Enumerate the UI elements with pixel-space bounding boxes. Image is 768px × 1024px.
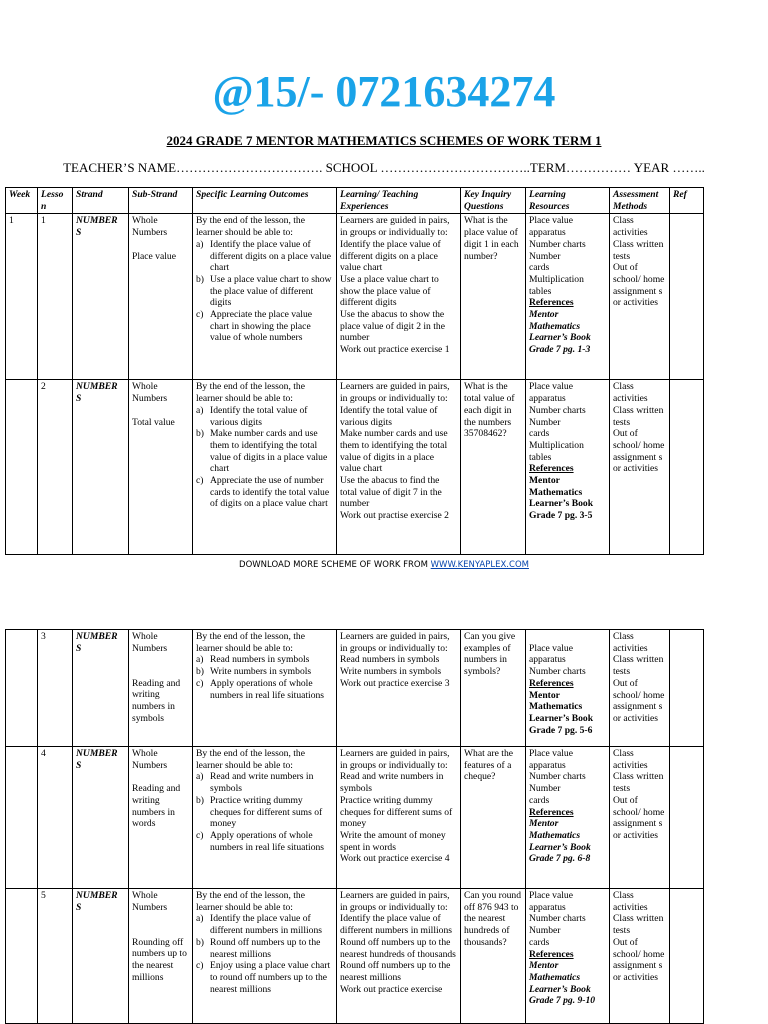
outcomes-intro: By the end of the lesson, the learner should be able to: bbox=[196, 631, 305, 654]
outcome-item bbox=[196, 830, 333, 853]
contact-banner: @15/- 0721634274 bbox=[212, 67, 556, 116]
outcome-letter: c) bbox=[196, 677, 204, 689]
reference-line: Learner’s Book bbox=[529, 983, 591, 995]
question-cell bbox=[461, 747, 526, 889]
resource-line: Number charts bbox=[529, 771, 586, 783]
substrand-line: Reading and writing numbers in words bbox=[132, 783, 181, 830]
lesson-value: 4 bbox=[41, 748, 46, 759]
outcomes-intro: By the end of the lesson, the learner should be able to: bbox=[196, 215, 305, 239]
question-value: What are the features of a cheque? bbox=[464, 748, 514, 783]
question-cell bbox=[461, 214, 526, 380]
resources-cell bbox=[526, 747, 610, 889]
resource-line: cards bbox=[529, 794, 550, 806]
substrand-line: Whole bbox=[132, 890, 158, 901]
reference-line: Grade 7 pg. 5-6 bbox=[529, 724, 593, 736]
strand-cell bbox=[73, 747, 129, 889]
week-cell bbox=[6, 889, 38, 1024]
download-footer bbox=[0, 560, 768, 570]
assessment-cell bbox=[610, 747, 670, 889]
reference-line: Mathematics bbox=[529, 486, 583, 498]
spacer bbox=[529, 631, 606, 643]
spacer bbox=[132, 405, 189, 417]
reference-line: Learner’s Book bbox=[529, 712, 594, 724]
outcome-item bbox=[196, 913, 333, 936]
references-heading: References bbox=[529, 463, 574, 475]
resource-line: Number charts bbox=[529, 238, 586, 250]
spacer bbox=[132, 239, 189, 251]
experience-line: Work out practice exercise 3 bbox=[340, 677, 450, 689]
spacer bbox=[132, 666, 189, 678]
reference-line: Mathematics bbox=[529, 320, 581, 332]
outcome-text: Apply operations of whole numbers in real life situations bbox=[210, 677, 325, 701]
substrand-line: Whole bbox=[132, 215, 158, 227]
header-assessment: Assessment Methods bbox=[610, 188, 670, 214]
experiences-cell bbox=[337, 214, 461, 380]
strand-value: NUMBER S bbox=[76, 381, 118, 405]
outcome-item bbox=[196, 960, 333, 995]
header-resources: Learning Resources bbox=[526, 188, 610, 214]
resource-line: Place value apparatus bbox=[529, 215, 573, 239]
assessment-line: Class written tests bbox=[613, 771, 664, 795]
substrand-line: Numbers bbox=[132, 227, 168, 239]
outcome-letter: b) bbox=[196, 666, 204, 678]
experience-line: Write numbers in symbols bbox=[340, 666, 442, 678]
spacer bbox=[132, 925, 189, 937]
outcome-item bbox=[196, 309, 333, 344]
experience-line: Learners are guided in pairs, in groups or individually to: bbox=[340, 890, 450, 913]
question-cell bbox=[461, 630, 526, 747]
footer-link[interactable]: WWW.KENYAPLEX.COM bbox=[430, 560, 529, 570]
ref-cell bbox=[670, 214, 704, 380]
strand-value: NUMBER S bbox=[76, 631, 118, 654]
assessment-line: Out of school/ home assignment s or activities bbox=[613, 262, 665, 309]
spacer bbox=[132, 913, 189, 925]
experience-line: Round off numbers up to the nearest millions bbox=[340, 960, 451, 983]
experience-line: Use the abacus to find the total value of digit 7 in the number bbox=[340, 475, 442, 510]
week-cell bbox=[6, 747, 38, 889]
outcomes-cell bbox=[193, 747, 337, 889]
outcomes-list bbox=[196, 771, 333, 853]
lesson-cell bbox=[38, 630, 73, 747]
week-cell bbox=[6, 214, 38, 380]
strand-value: NUMBER S bbox=[76, 748, 118, 771]
outcome-text: Appreciate the place value chart in showing the place value of whole numbers bbox=[210, 309, 313, 344]
references-heading: References bbox=[529, 806, 574, 818]
reference-line: Grade 7 pg. 9-10 bbox=[529, 995, 596, 1007]
experience-line: Work out practice exercise bbox=[340, 983, 443, 995]
question-value: What is the place value of digit 1 in each number? bbox=[464, 215, 519, 262]
outcome-item bbox=[196, 654, 333, 666]
experience-line: Read numbers in symbols bbox=[340, 654, 440, 666]
reference-line: Grade 7 pg. 3-5 bbox=[529, 510, 593, 522]
ref-cell bbox=[670, 380, 704, 555]
assessment-cell bbox=[610, 380, 670, 555]
resource-line: Number charts bbox=[529, 913, 586, 925]
outcomes-list bbox=[196, 654, 333, 701]
reference-line: Mathematics bbox=[529, 829, 581, 841]
substrand-cell bbox=[129, 630, 193, 747]
resource-line: Place value apparatus bbox=[529, 642, 573, 666]
question-value: Can you give examples of numbers in symbols? bbox=[464, 631, 516, 678]
outcomes-cell bbox=[193, 380, 337, 555]
document-title: 2024 GRADE 7 MENTOR MATHEMATICS SCHEMES OF WORK TERM 1 bbox=[166, 133, 602, 148]
outcome-letter: a) bbox=[196, 404, 204, 416]
substrand-cell bbox=[129, 889, 193, 1024]
reference-line: Grade 7 pg. 1-3 bbox=[529, 344, 591, 356]
experience-line: Use the abacus to show the place value of digit 2 in the number bbox=[340, 309, 445, 344]
reference-line: Mathematics bbox=[529, 701, 583, 713]
references-heading: References bbox=[529, 948, 574, 960]
assessment-line: Out of school/ home assignment s or activities bbox=[613, 936, 665, 983]
resource-line: cards bbox=[529, 936, 550, 948]
ref-cell bbox=[670, 630, 704, 747]
outcome-item bbox=[196, 239, 333, 274]
outcome-item bbox=[196, 937, 333, 960]
outcome-text: Make number cards and use them to identifying the total value of digits in a place value chart bbox=[210, 428, 328, 475]
outcome-text: Read numbers in symbols bbox=[210, 654, 310, 666]
strand-cell bbox=[73, 380, 129, 555]
lesson-cell bbox=[38, 889, 73, 1024]
substrand-line: Numbers bbox=[132, 901, 168, 913]
experience-line: Learners are guided in pairs, in groups or individually to: bbox=[340, 631, 450, 654]
experience-line: Work out practise exercise 2 bbox=[340, 510, 449, 522]
header-substrand: Sub-Strand bbox=[129, 188, 193, 214]
outcome-letter: a) bbox=[196, 654, 204, 666]
experiences-cell bbox=[337, 380, 461, 555]
outcome-item bbox=[196, 428, 333, 475]
outcome-text: Identify the total value of various digits bbox=[210, 404, 308, 428]
header-lesson: Lesso n bbox=[38, 188, 73, 214]
experience-line: Learners are guided in pairs, in groups or individually to: bbox=[340, 215, 450, 239]
outcomes-intro: By the end of the lesson, the learner should be able to: bbox=[196, 748, 305, 771]
strand-cell bbox=[73, 630, 129, 747]
resources-cell bbox=[526, 889, 610, 1024]
assessment-line: Class written tests bbox=[613, 238, 664, 262]
lesson-row bbox=[6, 214, 704, 380]
spacer bbox=[132, 654, 189, 666]
outcome-item bbox=[196, 274, 333, 309]
outcome-letter: b) bbox=[196, 936, 204, 948]
substrand-line: Reading and writing numbers in symbols bbox=[132, 677, 181, 724]
resources-cell bbox=[526, 214, 610, 380]
resource-line: Number bbox=[529, 783, 561, 795]
header-ref: Ref bbox=[670, 188, 704, 214]
assessment-line: Class written tests bbox=[613, 404, 664, 428]
substrand-line: Rounding off numbers up to the nearest millions bbox=[132, 936, 187, 983]
outcome-text: Identify the place value of different numbers in millions bbox=[210, 913, 323, 937]
experiences-cell bbox=[337, 889, 461, 1024]
assessment-cell bbox=[610, 630, 670, 747]
experience-line: Use a place value chart to show the place value of different digits bbox=[340, 273, 439, 309]
outcome-text: Enjoy using a place value chart to round off numbers up to the nearest millions bbox=[210, 960, 331, 995]
outcome-text: Identify the place value of different digits on a place value chart bbox=[210, 238, 332, 274]
header-experiences: Learning/ Teaching Experiences bbox=[337, 188, 461, 214]
strand-value: NUMBER S bbox=[76, 890, 118, 913]
resource-line: Place value apparatus bbox=[529, 381, 573, 405]
lesson-row bbox=[6, 630, 704, 747]
resource-line: cards bbox=[529, 428, 550, 440]
outcome-letter: a) bbox=[196, 238, 204, 250]
question-value: Can you round off 876 943 to the nearest hundreds of thousands? bbox=[464, 890, 522, 948]
strand-cell bbox=[73, 889, 129, 1024]
experience-line: Identify the place value of different numbers in millions bbox=[340, 913, 453, 937]
outcome-letter: a) bbox=[196, 913, 204, 925]
reference-line: Learner’s Book bbox=[529, 841, 591, 853]
header-strand: Strand bbox=[73, 188, 129, 214]
outcome-letter: b) bbox=[196, 273, 204, 285]
lesson-value: 2 bbox=[41, 381, 46, 393]
outcome-letter: a) bbox=[196, 771, 204, 783]
substrand-cell bbox=[129, 214, 193, 380]
outcomes-list bbox=[196, 913, 333, 995]
ref-cell bbox=[670, 889, 704, 1024]
assessment-cell bbox=[610, 214, 670, 380]
experience-line: Make number cards and use them to identifying the total value of digits in a place value chart bbox=[340, 428, 448, 475]
strand-cell bbox=[73, 214, 129, 380]
substrand-line: Whole bbox=[132, 381, 158, 393]
outcome-text: Appreciate the use of number cards to identify the total value of digits on a place value chart bbox=[210, 475, 330, 510]
reference-line: Grade 7 pg. 6-8 bbox=[529, 853, 591, 865]
assessment-line: Class written tests bbox=[613, 654, 664, 678]
outcomes-intro: By the end of the lesson, the learner should be able to: bbox=[196, 381, 305, 405]
resource-line: Number charts bbox=[529, 666, 586, 678]
reference-line: Learner’s Book bbox=[529, 498, 594, 510]
lesson-value: 1 bbox=[41, 215, 46, 227]
assessment-line: Class written tests bbox=[613, 913, 664, 937]
lesson-cell bbox=[38, 747, 73, 889]
experience-line: Write the amount of money spent in words bbox=[340, 829, 446, 853]
scheme-table-page-1 bbox=[5, 187, 704, 555]
teacher-info-line: TEACHER’S NAME……………………………. SCHOOL ……………………………..TERM…………… YEAR …….. bbox=[63, 160, 705, 175]
substrand-line: Numbers bbox=[132, 642, 168, 654]
assessment-line: Out of school/ home assignment s or activities bbox=[613, 794, 665, 841]
substrand-line: Whole bbox=[132, 748, 158, 759]
lesson-row bbox=[6, 380, 704, 555]
experiences-cell bbox=[337, 747, 461, 889]
assessment-line: Class activities bbox=[613, 631, 648, 654]
outcome-text: Round off numbers up to the nearest millions bbox=[210, 936, 321, 960]
outcome-letter: c) bbox=[196, 475, 204, 487]
assessment-line: Class activities bbox=[613, 381, 648, 405]
outcomes-cell bbox=[193, 630, 337, 747]
reference-line: Mentor bbox=[529, 960, 559, 972]
assessment-line: Class activities bbox=[613, 748, 648, 771]
assessment-line: Class activities bbox=[613, 890, 648, 913]
outcome-text: Read and write numbers in symbols bbox=[210, 771, 314, 795]
reference-line: Mentor bbox=[529, 475, 560, 487]
lesson-row bbox=[6, 889, 704, 1024]
outcomes-list bbox=[196, 405, 333, 510]
lesson-cell bbox=[38, 380, 73, 555]
reference-line: Learner’s Book bbox=[529, 332, 591, 344]
header-questions: Key Inquiry Questions bbox=[461, 188, 526, 214]
experience-line: Round off numbers up to the nearest hundreds of thousands bbox=[340, 936, 456, 960]
question-cell bbox=[461, 380, 526, 555]
substrand-line: Numbers bbox=[132, 759, 168, 771]
question-cell bbox=[461, 889, 526, 1024]
week-cell bbox=[6, 630, 38, 747]
header-outcomes: Specific Learning Outcomes bbox=[193, 188, 337, 214]
outcome-letter: b) bbox=[196, 428, 204, 440]
table-body bbox=[6, 214, 704, 555]
reference-line: Mentor bbox=[529, 689, 560, 701]
assessment-line: Class activities bbox=[613, 215, 648, 239]
outcome-item bbox=[196, 795, 333, 830]
outcome-item bbox=[196, 475, 333, 510]
lesson-value: 5 bbox=[41, 890, 46, 901]
outcome-letter: c) bbox=[196, 309, 204, 321]
header-week: Week bbox=[6, 188, 38, 214]
outcome-letter: b) bbox=[196, 794, 204, 806]
outcome-item bbox=[196, 666, 333, 678]
experience-line: Learners are guided in pairs, in groups or individually to: bbox=[340, 381, 450, 405]
footer-text: DOWNLOAD MORE SCHEME OF WORK FROM bbox=[239, 560, 431, 570]
substrand-line: Total value bbox=[132, 416, 175, 428]
outcome-text: Apply operations of whole numbers in real life situations bbox=[210, 829, 325, 853]
assessment-line: Out of school/ home assignment s or activities bbox=[613, 677, 665, 724]
outcome-item bbox=[196, 678, 333, 701]
outcomes-cell bbox=[193, 214, 337, 380]
resource-line: Number bbox=[529, 250, 561, 262]
references-heading: References bbox=[529, 677, 574, 689]
outcome-item bbox=[196, 405, 333, 428]
substrand-line: Numbers bbox=[132, 393, 168, 405]
outcome-text: Write numbers in symbols bbox=[210, 666, 312, 678]
outcome-letter: c) bbox=[196, 829, 204, 841]
resource-line: Multiplication tables bbox=[529, 273, 584, 297]
references-heading: References bbox=[529, 297, 574, 309]
resource-line: Place value apparatus bbox=[529, 748, 573, 771]
outcomes-list bbox=[196, 239, 333, 344]
experience-line: Work out practice exercise 1 bbox=[340, 344, 450, 356]
outcome-text: Use a place value chart to show the place value of different digits bbox=[210, 273, 332, 309]
question-value: What is the total value of each digit in the numbers 35708462? bbox=[464, 381, 515, 440]
outcome-item bbox=[196, 771, 333, 794]
experience-line: Work out practice exercise 4 bbox=[340, 853, 450, 865]
ref-cell bbox=[670, 747, 704, 889]
resource-line: Number bbox=[529, 925, 561, 937]
experience-line: Identify the place value of different digits on a place value chart bbox=[340, 238, 441, 274]
resources-cell bbox=[526, 380, 610, 555]
outcome-text: Practice writing dummy cheques for different sums of money bbox=[210, 794, 323, 830]
reference-line: Mentor bbox=[529, 818, 559, 830]
resources-cell bbox=[526, 630, 610, 747]
resource-line: Place value apparatus bbox=[529, 890, 573, 913]
spacer bbox=[132, 771, 189, 783]
assessment-line: Out of school/ home assignment s or activities bbox=[613, 428, 665, 475]
experience-line: Learners are guided in pairs, in groups or individually to: bbox=[340, 748, 450, 771]
week-value: 1 bbox=[9, 215, 14, 227]
experiences-cell bbox=[337, 630, 461, 747]
substrand-line: Place value bbox=[132, 250, 176, 262]
experience-line: Read and write numbers in symbols bbox=[340, 771, 444, 795]
outcome-letter: c) bbox=[196, 960, 204, 972]
substrand-cell bbox=[129, 747, 193, 889]
resource-line: Multiplication tables bbox=[529, 439, 584, 463]
lesson-row bbox=[6, 747, 704, 889]
table-body bbox=[6, 630, 704, 1024]
outcomes-cell bbox=[193, 889, 337, 1024]
substrand-cell bbox=[129, 380, 193, 555]
strand-value: NUMBER S bbox=[76, 215, 118, 239]
experience-line: Practice writing dummy cheques for different sums of money bbox=[340, 794, 453, 830]
week-cell bbox=[6, 380, 38, 555]
resource-line: Number bbox=[529, 416, 561, 428]
reference-line: Mentor bbox=[529, 309, 559, 321]
experience-line: Identify the total value of various digits bbox=[340, 404, 438, 428]
substrand-line: Whole bbox=[132, 631, 158, 642]
assessment-cell bbox=[610, 889, 670, 1024]
scheme-table-page-2 bbox=[5, 629, 704, 1024]
resource-line: Number charts bbox=[529, 404, 586, 416]
resource-line: cards bbox=[529, 262, 550, 274]
outcomes-intro: By the end of the lesson, the learner should be able to: bbox=[196, 890, 305, 913]
lesson-cell bbox=[38, 214, 73, 380]
reference-line: Mathematics bbox=[529, 971, 581, 983]
lesson-value: 3 bbox=[41, 631, 46, 642]
table-header-row bbox=[6, 188, 704, 214]
